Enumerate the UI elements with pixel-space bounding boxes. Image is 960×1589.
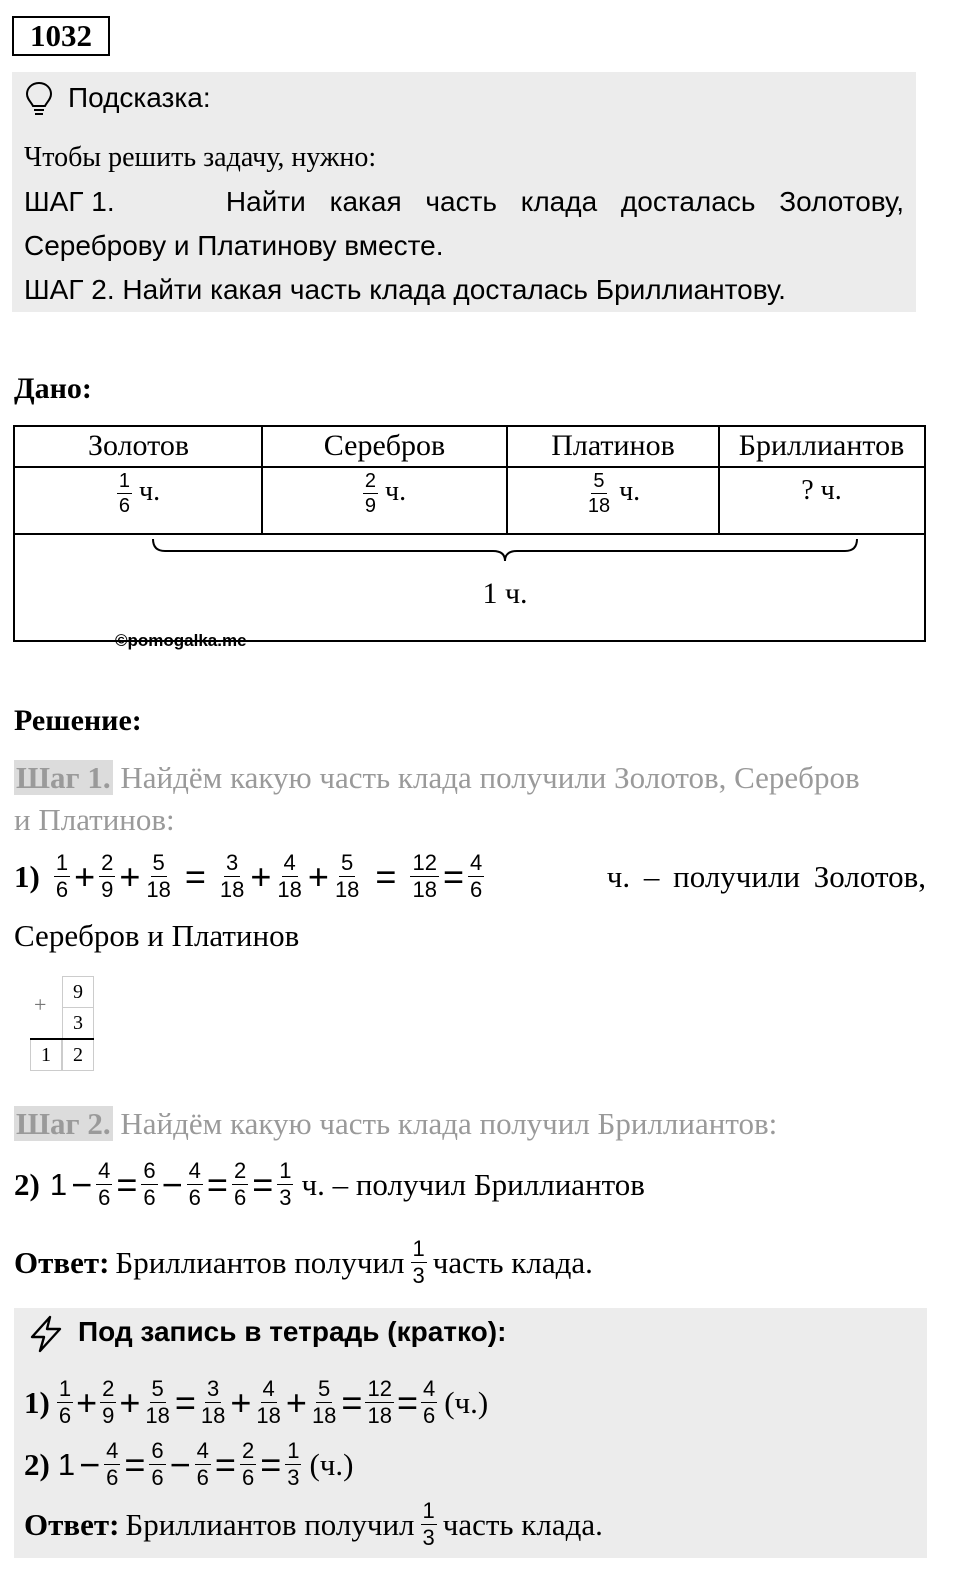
- equals-sign: =: [396, 1381, 418, 1423]
- one: 1: [57, 1446, 76, 1482]
- header-zolotov: Золотов: [87, 429, 190, 462]
- equals-sign: =: [174, 1381, 196, 1423]
- lightbulb-icon: [24, 80, 54, 118]
- unit: ч.: [619, 475, 641, 507]
- solution-step2: [14, 1106, 777, 1142]
- cell-serebrov: [262, 471, 507, 516]
- plus-sign: +: [307, 855, 329, 897]
- equals-sign: =: [116, 1163, 138, 1205]
- equals-sign: =: [442, 855, 464, 897]
- fraction: $\frac{2}{9}$: [364, 470, 377, 517]
- notes-line-2-label: 2): [24, 1446, 50, 1482]
- notes-line-1-label: 1): [24, 1384, 50, 1420]
- notes-line-2: [24, 1440, 353, 1489]
- fraction: $\frac{1}{3}$: [279, 1158, 292, 1210]
- header-serebrov: Серебров: [323, 429, 446, 462]
- hint-step1-text: Найти какая часть клада досталась Золотову,: [225, 186, 904, 217]
- plus-sign: +: [119, 855, 141, 897]
- hint-step1-text-b: Сереброву и Платинову вместе.: [24, 230, 444, 261]
- solution-step1-text-b: и Платинов:: [14, 802, 175, 837]
- fraction: $\frac{1}{6}$: [58, 1376, 72, 1428]
- solution-title: Решение:: [14, 704, 142, 737]
- sum-line: [30, 1038, 94, 1040]
- digit: 1: [30, 1039, 62, 1071]
- solution-step2-label: Шаг 2.: [16, 1106, 111, 1141]
- fraction: $\frac{12}{18}$: [412, 850, 437, 902]
- fraction: $\frac{2}{9}$: [101, 850, 114, 902]
- given-title: Дано:: [14, 372, 92, 405]
- fraction: $\frac{5}{18}$: [146, 850, 171, 902]
- hint-step2-text: Найти какая часть клада досталась Бриллиантову.: [122, 274, 786, 305]
- equation-1-tail: ч. – получили Золотов,: [606, 858, 926, 894]
- answer-text-b: часть клада.: [432, 1244, 593, 1280]
- plus-sign: +: [76, 1381, 98, 1423]
- equals-sign: =: [341, 1381, 363, 1423]
- answer-text-a: Бриллиантов получил: [115, 1244, 405, 1280]
- fraction: $\frac{1}{3}$: [287, 1438, 300, 1490]
- plus-sign: +: [250, 855, 272, 897]
- plus-sign: +: [285, 1381, 307, 1423]
- equals-sign: =: [184, 855, 206, 897]
- equals-sign: =: [260, 1443, 282, 1485]
- fraction: $\frac{6}{6}$: [151, 1438, 164, 1490]
- fraction: $\frac{1}{3}$: [412, 1236, 425, 1288]
- fraction: $\frac{4}{6}$: [422, 1376, 436, 1428]
- given-table: [13, 425, 926, 650]
- equals-sign: =: [124, 1443, 146, 1485]
- header-platinov: Платинов: [551, 429, 675, 462]
- fraction: $\frac{2}{6}$: [241, 1438, 255, 1490]
- digit: 3: [62, 1007, 94, 1039]
- problem-number: 1032: [12, 16, 110, 56]
- equals-sign: =: [375, 855, 397, 897]
- solution-step2-text: Найдём какую часть клада получил Бриллиантов:: [120, 1106, 778, 1141]
- hint-step2-label: ШАГ 2.: [24, 274, 115, 305]
- plus-sign: +: [119, 1381, 141, 1423]
- minus-sign: −: [71, 1163, 93, 1205]
- equals-sign: =: [214, 1443, 236, 1485]
- minus-sign: −: [161, 1163, 183, 1205]
- fraction: $\frac{4}{6}$: [469, 850, 483, 902]
- fraction: $\frac{5}{18}$: [145, 1376, 170, 1428]
- equals-sign: =: [252, 1163, 274, 1205]
- plus-sign: +: [74, 855, 96, 897]
- solution-step1-text-a: Найдём какую часть клада получили Золотов, Серебров: [120, 760, 860, 795]
- notes-answer-text-b: часть клада.: [442, 1506, 603, 1542]
- fraction: $\frac{4}{18}$: [277, 850, 302, 902]
- notes-answer-text-a: Бриллиантов получил: [125, 1506, 415, 1542]
- notes-line-2-tail: (ч.): [309, 1446, 354, 1482]
- plus-sign: +: [34, 992, 47, 1017]
- fraction: $\frac{1}{6}$: [55, 850, 69, 902]
- fraction: $\frac{2}{6}$: [233, 1158, 247, 1210]
- digit: 9: [62, 976, 94, 1008]
- plus-sign: +: [230, 1381, 252, 1423]
- brace: [153, 539, 857, 561]
- cell-brilliantov: ? ч.: [801, 475, 842, 506]
- lightning-icon: [26, 1314, 66, 1354]
- solution-step1-label: Шаг 1.: [16, 760, 111, 795]
- notes-line-1-tail: (ч.): [444, 1384, 489, 1420]
- fraction: $\frac{4}{18}$: [256, 1376, 281, 1428]
- fraction: $\frac{2}{9}$: [102, 1376, 115, 1428]
- fraction: $\frac{5}{18}$: [334, 850, 360, 902]
- answer-label: Ответ:: [14, 1244, 110, 1280]
- hint-step1-label: ШАГ 1.: [24, 186, 115, 217]
- minus-sign: −: [169, 1443, 191, 1485]
- fraction: $\frac{1}{6}$: [118, 470, 131, 517]
- equals-sign: =: [206, 1163, 228, 1205]
- fraction: $\frac{5}{18}$: [311, 1376, 337, 1428]
- solution-step1: [14, 760, 860, 796]
- one: 1: [49, 1166, 68, 1202]
- notes-title: Под запись в тетрадь (кратко):: [78, 1316, 507, 1347]
- equation-2: [14, 1160, 645, 1209]
- fraction: $\frac{5}{18}$: [587, 470, 611, 517]
- hint-intro: Чтобы решить задачу, нужно:: [24, 142, 377, 173]
- fraction: $\frac{3}{18}$: [200, 1376, 226, 1428]
- hint-step2: [24, 274, 786, 306]
- unit: ч.: [385, 475, 407, 507]
- equation-2-tail: ч. – получил Бриллиантов: [301, 1166, 645, 1202]
- watermark: ©pomogalka.me: [115, 631, 247, 650]
- equation-1-label: 1): [14, 858, 40, 894]
- column-addition: [30, 976, 94, 1072]
- minus-sign: −: [79, 1443, 101, 1485]
- cell-platinov: [507, 471, 719, 516]
- fraction: $\frac{1}{3}$: [422, 1498, 435, 1550]
- notes-answer: [24, 1500, 603, 1549]
- fraction: $\frac{4}{6}$: [196, 1438, 209, 1490]
- fraction: $\frac{6}{6}$: [143, 1158, 156, 1210]
- notes-answer-label: Ответ:: [24, 1506, 120, 1542]
- fraction: $\frac{3}{18}$: [219, 850, 245, 902]
- total-label: 1 ч.: [482, 577, 528, 610]
- notes-line-1: [24, 1378, 488, 1427]
- hint-step1: [24, 186, 904, 218]
- equation-1-tail2: Серебров и Платинов: [14, 918, 300, 953]
- hint-title: Подсказка:: [68, 82, 211, 113]
- digit: 2: [62, 1039, 94, 1071]
- fraction: $\frac{4}{6}$: [106, 1438, 119, 1490]
- equation-2-label: 2): [14, 1166, 40, 1202]
- fraction: $\frac{4}{6}$: [98, 1158, 111, 1210]
- cell-zolotov: [15, 471, 262, 516]
- fraction: $\frac{12}{18}$: [367, 1376, 392, 1428]
- answer: [14, 1238, 593, 1287]
- equation-1: [14, 852, 926, 901]
- fraction: $\frac{4}{6}$: [188, 1158, 201, 1210]
- unit: ч.: [139, 475, 161, 507]
- header-brilliantov: Бриллиантов: [738, 429, 905, 462]
